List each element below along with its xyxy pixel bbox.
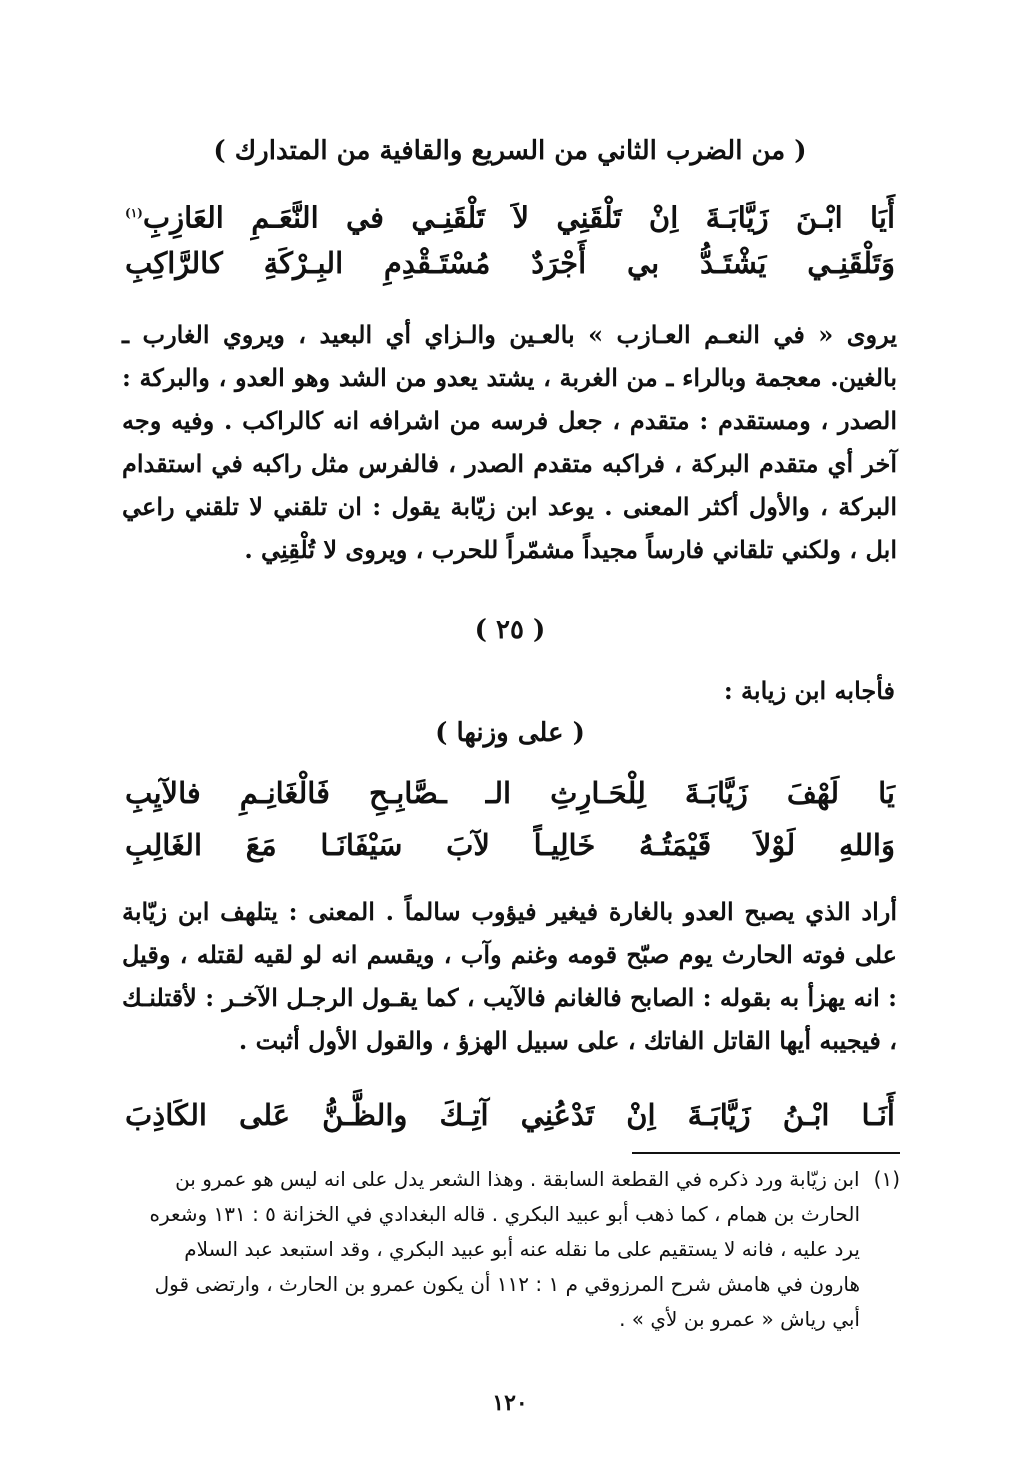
meter-heading: ( من الضرب الثاني من السريع والقافية من المتدارك ) (213, 136, 807, 166)
footnote-reference: (١) (125, 206, 143, 220)
footnote-line-2: الحارث بن همام ، كما ذهب أبو عبيد البكري . قاله البغدادي في الخزانة ٥ : ١٣١ وشعره (149, 1202, 860, 1226)
commentary-paragraph-2: أراد الذي يصبح العدو بالغارة فيغير فيؤوب سالماً . المعنى : يتلهف ابن زيّابة على فوته الحارث يوم صبّح قومه وغنم وآب ، ويقسم انه لو لقيه لقتله ، وقيل : انه يهزأ به بقوله : الصابح فالغانم فالآيب ، كما يقـول الرجـل الآخـر : لأقتلنـك ، فيجيبه أيها القاتل الفاتك ، على سبيل الهزؤ ، والقول الأول أثبت . (122, 897, 897, 1055)
verse-1-line-1 (125, 190, 895, 241)
verse-1-line-2: وَتَلْقَنِـي يَشْتَـدُّ بي أَجْرَدٌ مُسْتَـقْدِمِ البِـرْكَةِ كالرَّاكِبِ (125, 246, 895, 280)
verse-2-line-2: وَاللهِ لَوْلاَ قَيْمَتُـهُ خَالِيـاً لآبَ سَيْفَانَـا مَعَ الغَالِبِ (125, 828, 895, 862)
footnote-text: ابن زيّابة ورد ذكره في القطعة السابقة . وهذا الشعر يدل على انه ليس هو عمرو بن (175, 1167, 860, 1191)
footnote-line-5: أبي رياش « عمرو بن لأي » . (619, 1307, 860, 1331)
verse-3-line-1: أَنَـا ابْـنُ زَيَّابَـةَ اِنْ تَدْعُنِي آتِـكَ والظَّـنُّ عَلى الكَاذِبَ (125, 1098, 895, 1132)
footnote-line-1 (122, 1162, 900, 1197)
section-number: ( ٢٥ ) (474, 615, 546, 645)
footnote-line-3: يرد عليه ، فانه لا يستقيم على ما نقله عنه أبو عبيد البكري ، وقد استبعد عبد السلام (184, 1237, 860, 1261)
commentary-paragraph-1: يروى « في النعـم العـازب » بالعـين والـزاي أي البعيد ، ويروي الغارب ـ بالغين. معجمة وبالراء ـ من الغربة ، يشتد يعدو من الشد وهو العدو ، والبركة : الصدر ، ومستقدم : متقدم ، جعل فرسه من اشرافه انه كالراكب . وفيه وجه آخر أي متقدم البركة ، فراكبه متقدم الصدر ، فالفرس مثل راكبه في استقدام البركة ، والأول أكثر المعنى . يوعد ابن زيّابة يقول : ان تلقني لا تلقني راعي ابل ، ولكني تلقاني فارساً مجيداً مشمّراً للحرب ، ويروى لا تُلْقِنِي . (122, 320, 898, 564)
footnote-marker: (١) (873, 1167, 900, 1191)
footnote-separator (632, 1152, 900, 1154)
footnotes (122, 1162, 900, 1337)
page-number: ١٢٠ (492, 1390, 528, 1416)
meter-note: ( على وزنها ) (435, 718, 585, 748)
footnote-line-4: هارون في هامش شرح المرزوقي م ١ : ١١٢ أن يكون عمرو بن الحارث ، وارتضى قول (154, 1272, 860, 1296)
verse-text: أَيَا ابْـنَ زَيَّابَـةَ اِنْ تَلْقَنِي لاَ تَلْقَنِـي في النَّعَـمِ العَازِبِ (142, 200, 895, 235)
verse-2-line-1: يَا لَهْفَ زَيَّابَـةَ لِلْحَـارِثِ الـ ـصَّابِـحِ فَالْغَانِـمِ فالآيِبِ (125, 776, 895, 810)
reply-intro: فأجابه ابن زيابة : (723, 676, 895, 705)
